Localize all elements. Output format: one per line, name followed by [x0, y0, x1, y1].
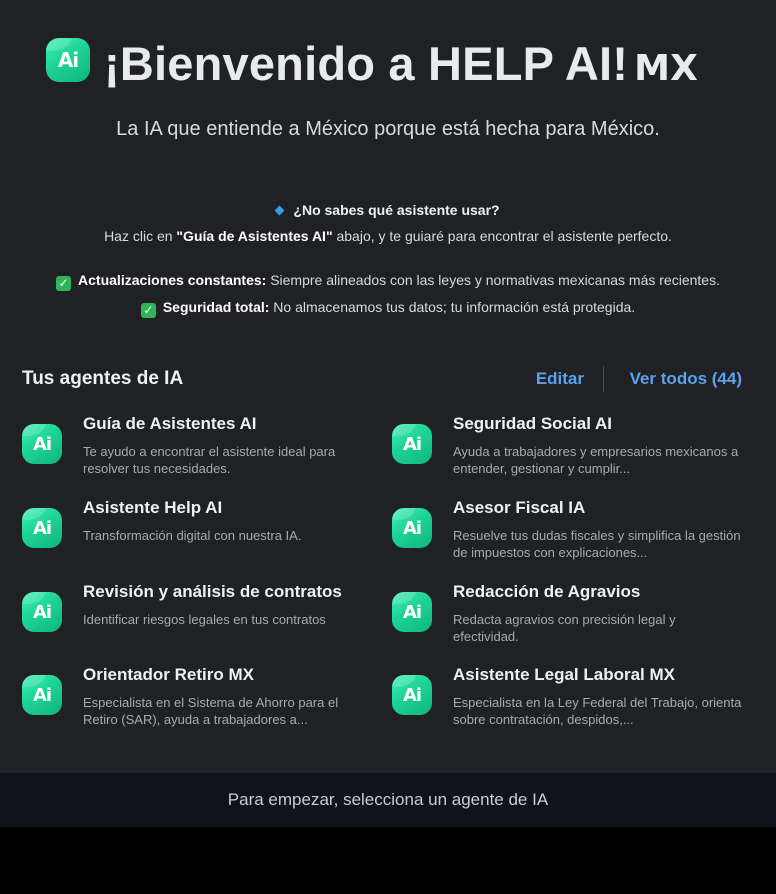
- view-all-agents-link[interactable]: Ver todos (44): [629, 369, 742, 388]
- agent-icon-text: Ai: [402, 517, 422, 539]
- logo-text: Ai: [57, 48, 79, 72]
- agent-ai-icon: [392, 424, 432, 464]
- hint-text-after: abajo, y te guiaré para encontrar el asistente perfecto.: [332, 228, 672, 244]
- hint-question: [0, 202, 776, 218]
- page-subtitle: La IA que entiende a México porque está hecha para México.: [116, 118, 660, 140]
- agent-card[interactable]: [22, 663, 372, 733]
- agent-ai-icon: [22, 592, 62, 632]
- feature-label: Seguridad total:: [162, 299, 270, 315]
- feature-text: No almacenamos tus datos; tu información está protegida.: [269, 299, 636, 315]
- agent-icon-text: Ai: [32, 684, 52, 706]
- agent-name: Seguridad Social AI: [453, 414, 613, 433]
- agent-card[interactable]: [22, 412, 372, 482]
- agent-card[interactable]: [22, 580, 372, 650]
- checkmark-icon: ✓: [141, 303, 156, 318]
- agent-ai-icon: [22, 675, 62, 715]
- edit-agents-link[interactable]: Editar: [535, 369, 584, 388]
- agent-description: Redacta agravios con precisión legal y efectividad.: [453, 612, 676, 644]
- agent-description: Transformación digital con nuestra IA.: [83, 528, 302, 543]
- feature-security: [0, 299, 776, 318]
- footer-text: Para empezar, selecciona un agente de IA: [227, 790, 549, 809]
- agent-description: Especialista en la Ley Federal del Trabajo, orienta sobre contratación, despidos,...: [453, 695, 742, 727]
- agent-name: Orientador Retiro MX: [83, 665, 254, 684]
- agent-card[interactable]: [392, 412, 742, 482]
- agent-ai-icon: [22, 424, 62, 464]
- hint-question-text: ¿No sabes qué asistente usar?: [293, 202, 500, 218]
- agent-icon-text: Ai: [32, 433, 52, 455]
- agents-section-header: [22, 366, 748, 394]
- hint-text-bold: "Guía de Asistentes AI": [176, 228, 333, 244]
- agent-description: Identificar riesgos legales en tus contratos: [83, 612, 326, 627]
- agent-description: Te ayudo a encontrar el asistente ideal para resolver tus necesidades.: [83, 444, 336, 476]
- agent-name: Redacción de Agravios: [453, 582, 641, 601]
- header-divider: [603, 366, 604, 392]
- agent-ai-icon: [392, 508, 432, 548]
- agent-name: Asistente Help AI: [83, 498, 223, 517]
- footer-prompt: [0, 773, 776, 827]
- checkmark-icon: ✓: [56, 276, 71, 291]
- agent-icon-text: Ai: [402, 684, 422, 706]
- agent-description: Resuelve tus dudas fiscales y simplifica la gestión de impuestos con explicaciones...: [453, 528, 741, 560]
- agent-ai-icon: [392, 592, 432, 632]
- agent-name: Asistente Legal Laboral MX: [453, 665, 675, 684]
- agent-ai-icon: [392, 675, 432, 715]
- feature-text: Siempre alineados con las leyes y normativas mexicanas más recientes.: [266, 272, 720, 288]
- agent-icon-text: Ai: [402, 601, 422, 623]
- feature-label: Actualizaciones constantes:: [78, 272, 267, 288]
- agent-name: Asesor Fiscal IA: [453, 498, 586, 517]
- diamond-bullet-icon: [275, 206, 285, 216]
- agent-ai-icon: [22, 508, 62, 548]
- agent-icon-text: Ai: [32, 517, 52, 539]
- agent-card[interactable]: [392, 496, 742, 566]
- agent-name: Revisión y análisis de contratos: [83, 582, 342, 601]
- agent-icon-text: Ai: [402, 433, 422, 455]
- agent-name: Guía de Asistentes AI: [83, 414, 257, 433]
- feature-updates: [0, 272, 776, 291]
- agent-card[interactable]: [392, 663, 742, 733]
- header: [0, 36, 776, 96]
- help-ai-logo-icon: [46, 38, 90, 82]
- agent-card[interactable]: [22, 496, 372, 566]
- agent-icon-text: Ai: [32, 601, 52, 623]
- hint-text: [0, 228, 776, 244]
- agent-card[interactable]: [392, 580, 742, 650]
- title-suffix: MX: [634, 48, 699, 89]
- agent-description: Especialista en el Sistema de Ahorro para el Retiro (SAR), ayuda a trabajadores a...: [83, 695, 339, 727]
- page-title: [104, 36, 698, 91]
- title-text: ¡Bienvenido a HELP AI!: [104, 37, 629, 90]
- hint-text-before: Haz clic en: [104, 228, 177, 244]
- agents-section-title: Tus agentes de IA: [22, 368, 184, 389]
- agent-description: Ayuda a trabajadores y empresarios mexicanos a entender, gestionar y cumplir...: [453, 444, 739, 476]
